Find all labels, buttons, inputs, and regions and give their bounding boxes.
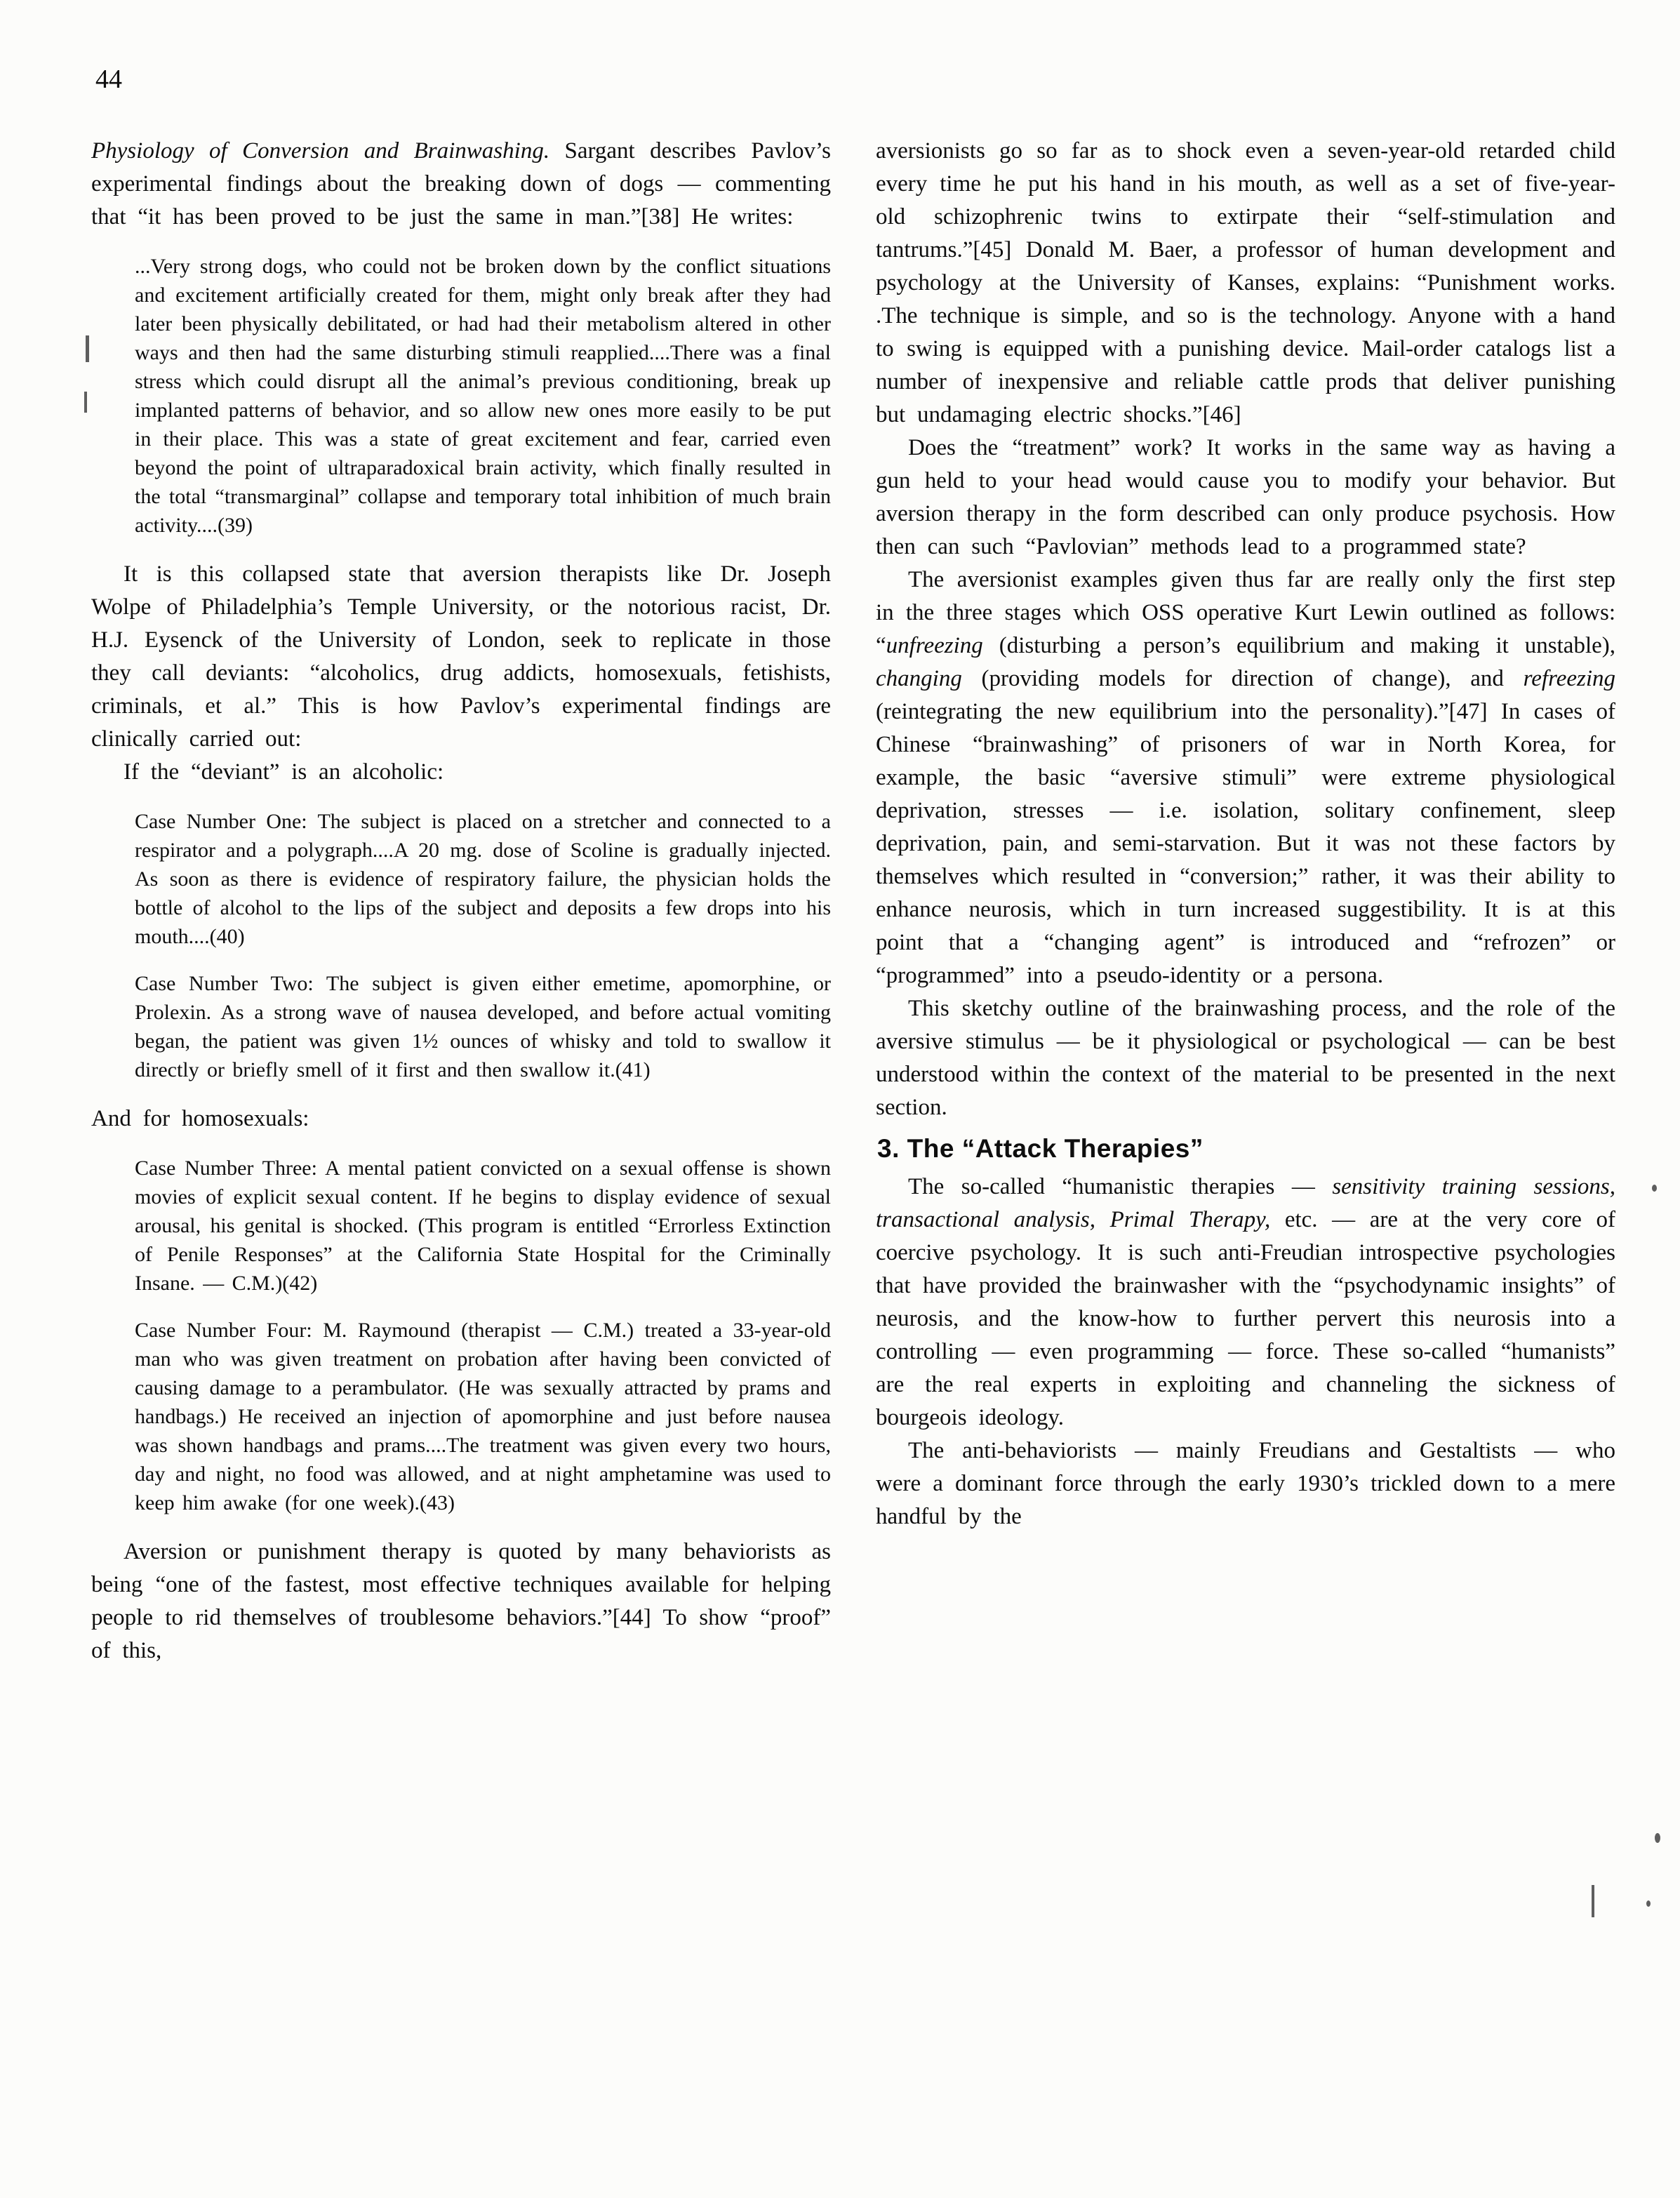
text-run: Case Number Four: M. Raymound (therapist — C.M.) treated a 33-year-old man who was given treatment on probation after having been convicted of causing damage to a perambulator. (He was sexually attracted by prams and handbags.) He received an injection of apomorphine and just before nausea was shown handbags and prams....The treatment was given every two hours, day and night, no food was allowed, and at night amphetamine was used to keep him awake (for one week).(43)	[135, 1319, 831, 1514]
text-run: And for homosexuals:	[91, 1106, 309, 1131]
scan-artifact	[1655, 1833, 1660, 1843]
italic-text-run: Physiology of Conversion and Brainwashing.	[91, 138, 550, 164]
italic-text-run: changing	[876, 666, 962, 691]
text-run: The anti-behaviorists — mainly Freudians and Gestaltists — who were a dominant force through the early 1930’s trickled down to a mere handful by the	[876, 1438, 1615, 1529]
body-paragraph	[876, 564, 1615, 992]
text-run: Case Number Three: A mental patient convicted on a sexual offense is shown movies of explicit sexual content. If he begins to display evidence of sexual arousal, his genital is shocked. (This program is entitled “Errorless Extinction of Penile Responses” at the California State Hospital for the Criminally Insane. — C.M.)(42)	[135, 1157, 831, 1295]
text-run: The aversionist examples given thus far are really only the first step in the three stages which OSS operative Kurt Lewin outlined as follows: “	[876, 567, 1615, 658]
scan-artifact	[1646, 1900, 1651, 1907]
text-run: (disturbing a person’s equilibrium and making it unstable),	[982, 633, 1615, 658]
body-paragraph	[876, 1434, 1615, 1533]
text-run: This sketchy outline of the brainwashing process, and the role of the aversive stimulus — be it physiological or psychological — can be best understood within the context of the material to be presented in the next section.	[876, 996, 1615, 1120]
body-paragraph	[876, 432, 1615, 564]
body-paragraph	[91, 1103, 831, 1135]
text-run: Case Number Two: The subject is given either emetime, apomorphine, or Prolexin. As a strong wave of nausea developed, and before actual vomiting began, the patient was given 1½ ounces of whisky and told to swallow it directly or briefly smell of it first and then swallow it.(41)	[135, 972, 831, 1081]
body-paragraph	[91, 1536, 831, 1667]
text-run: aversionists go so far as to shock even a seven-year-old retarded child every time he put his hand in his mouth, as well as a set of five-year-old schizophrenic twins to extirpate their “self-stimulation and tantrums.”[45] Donald M. Baer, a professor of human development and psychology at the University of Kanses, explains: “Punishment works. .The technique is simple, and so is the technology. Anyone with a hand to swing is equipped with a punishing device. Mail-order catalogs list a number of inexpensive and reliable cattle prods that deliver punishing but undamaging electric shocks.”[46]	[876, 138, 1615, 427]
italic-text-run: unfreezing	[886, 633, 983, 658]
text-run: (reintegrating the new equilibrium into the personality).”[47] In cases of Chinese “brainwashing” of prisoners of war in North Korea, for example, the basic “aversive stimuli” were extreme physiological deprivation, stresses — i.e. isolation, solitary confinement, sleep deprivation, pain, and semi-starvation. But it was not these factors by themselves which resulted in “conversion;” rather, it was their ability to enhance neurosis, which in turn increased suggestibility. It is at this point that a “changing agent” is introduced and “refrozen” or “programmed” into a pseudo-identity or a persona.	[876, 699, 1615, 988]
block-quote	[135, 252, 831, 540]
text-run: If the “deviant” is an alcoholic:	[124, 759, 444, 785]
text-run: (providing models for direction of change), and	[961, 666, 1524, 691]
text-run: It is this collapsed state that aversion therapists like Dr. Joseph Wolpe of Philadelphia’s Temple University, or the notorious racist, Dr. H.J. Eysenck of the University of London, seek to replicate in those they call deviants: “alcoholics, drug addicts, homosexuals, fetishists, criminals, et al.” This is how Pavlov’s experimental findings are clinically carried out:	[91, 561, 831, 752]
section-heading	[877, 1131, 1615, 1166]
text-run: 3. The “Attack Therapies”	[877, 1134, 1204, 1163]
text-run: Sargant describes Pavlov’s experimental findings about the breaking down of dogs — commenting that “it has been proved to be just the same in man.”[38] He writes:	[91, 138, 832, 229]
text-run: Aversion or punishment therapy is quoted by many behaviorists as being “one of the fastest, most effective techniques available for helping people to rid themselves of troublesome behaviors.”[44] To show “proof” of this,	[91, 1539, 831, 1663]
two-column-text	[91, 135, 1615, 1667]
block-quote	[135, 969, 831, 1084]
body-paragraph	[876, 992, 1615, 1124]
text-run: etc. — are at the very core of coercive psychology. It is such anti-Freudian introspective psychologies that have provided the brainwasher with the “psychodynamic insights” of neurosis, and the know-how to further pervert this neurosis into a controlling — even programming — force. These so-called “humanists” are the real experts in exploiting and channeling the sickness of bourgeois ideology.	[876, 1207, 1615, 1430]
block-quote	[135, 1154, 831, 1298]
scan-artifact	[1592, 1885, 1594, 1917]
text-run: ...Very strong dogs, who could not be broken down by the conflict situations and excitement artificially created for them, might only break after they had later been physically debilitated, or had had their metabolism altered in other ways and then had the same disturbing stimuli reapplied....There was a final stress which could disrupt all the animal’s previous conditioning, break up implanted patterns of behavior, and so allow new ones more easily to be put in their place. This was a state of great excitement and fear, carried even beyond the point of ultraparadoxical brain activity, which finally resulted in the total “transmarginal” collapse and temporary total inhibition of much brain activity....(39)	[135, 255, 831, 537]
text-run: Case Number One: The subject is placed on a stretcher and connected to a respirator and a polygraph....A 20 mg. dose of Scoline is gradually injected. As soon as there is evidence of respiratory failure, the physician holds the bottle of alcohol to the lips of the subject and deposits a few drops into his mouth....(40)	[135, 810, 831, 948]
italic-text-run: sensitivity training sessions, transactional analysis, Primal Therapy,	[876, 1174, 1615, 1232]
body-paragraph	[91, 558, 831, 756]
text-run: The so-called “humanistic therapies —	[908, 1174, 1333, 1199]
text-run: Does the “treatment” work? It works in the same way as having a gun held to your head would cause you to modify your behavior. But aversion therapy in the form described can only produce psychosis. How then can such “Pavlovian” methods lead to a programmed state?	[876, 435, 1615, 559]
page-number: 44	[95, 65, 122, 94]
body-paragraph	[91, 135, 831, 234]
body-paragraph	[876, 135, 1615, 432]
right-column	[876, 135, 1615, 1533]
block-quote	[135, 1316, 831, 1517]
body-paragraph	[91, 756, 831, 789]
block-quote	[135, 807, 831, 951]
italic-text-run: refreezing	[1523, 666, 1615, 691]
body-paragraph	[876, 1171, 1615, 1434]
scan-artifact	[84, 392, 87, 413]
left-column	[91, 135, 831, 1667]
scan-artifact	[1652, 1185, 1657, 1192]
scan-artifact	[86, 335, 89, 362]
